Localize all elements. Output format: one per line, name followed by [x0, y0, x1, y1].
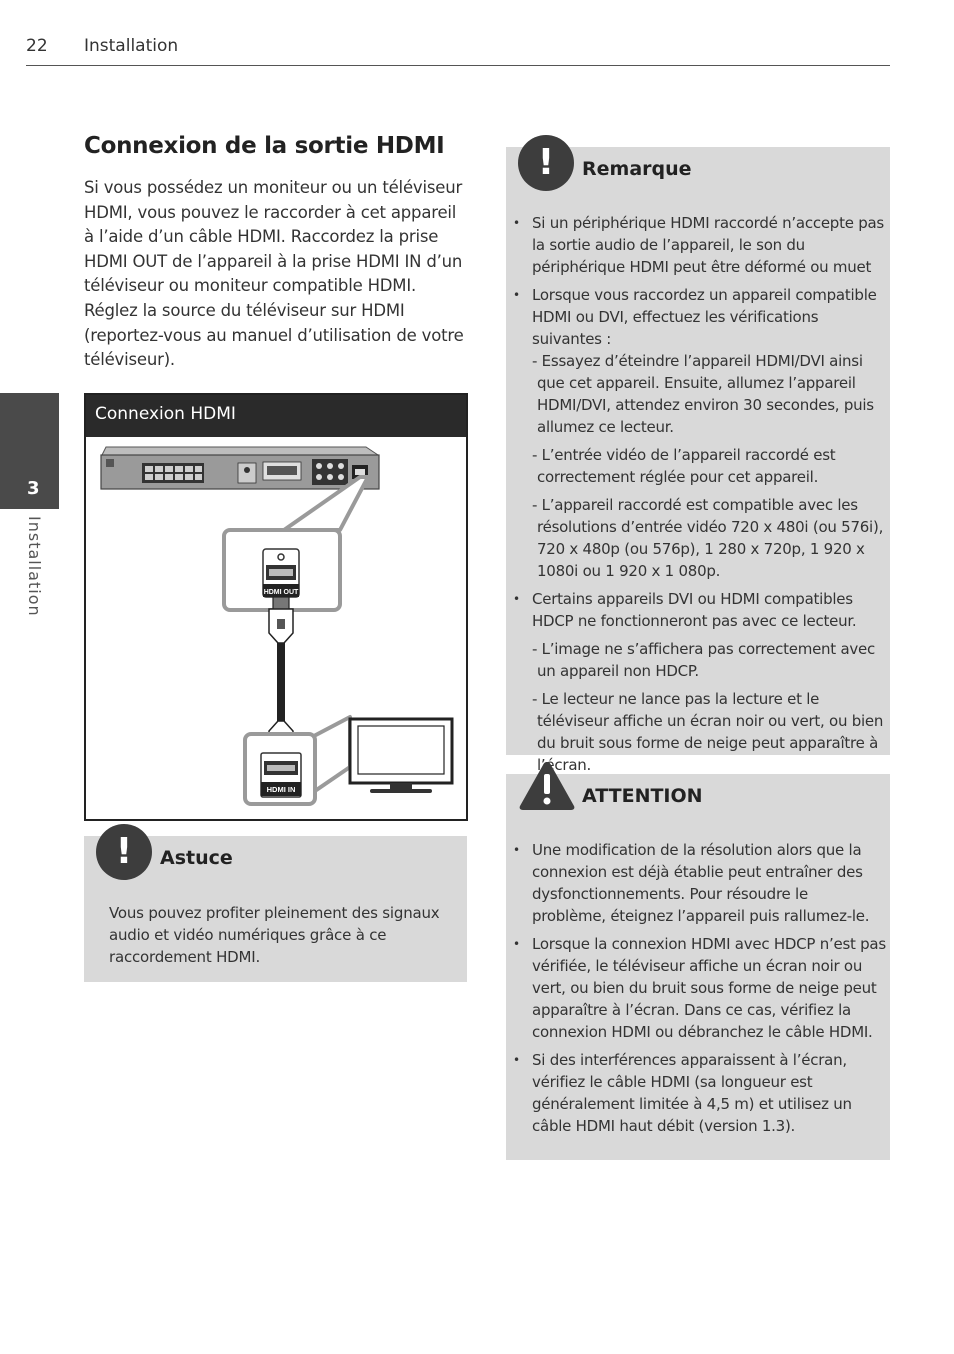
hdmi-in-port: [261, 753, 301, 797]
list-item-text: Si un périphérique HDMI raccordé n’accepte pas la sortie audio de l’appareil, le son du périphérique HDMI peut être déformé ou muet: [532, 214, 884, 276]
attention-list: [506, 839, 890, 1143]
list-subitem: - Le lecteur ne lance pas la lecture et le téléviseur affiche un écran noir ou vert, ou bien du bruit sous forme de neige peut apparaître à l’écran.: [532, 690, 884, 774]
chapter-label: Installation: [25, 516, 44, 617]
list-item-text: Lorsque la connexion HDMI avec HDCP n’est pas vérifiée, le téléviseur affiche un écran noir ou vert, ou bien du bruit sous forme de neige peut apparaître à l’écran. Dans ce cas, vérifiez la connexion HDMI ou débranchez le câble HDMI.: [532, 935, 886, 1041]
chapter-number: 3: [27, 478, 40, 499]
remarque-title: Remarque: [582, 158, 692, 180]
hdmi-diagram: [84, 393, 468, 821]
hdmi-out-port: [263, 549, 299, 597]
remarque-list: [506, 212, 890, 782]
tip-box: [84, 831, 467, 982]
list-subitem: - L’appareil raccordé est compatible avec les résolutions d’entrée vidéo 720 x 480i (ou 576i), 720 x 480p (ou 576p), 1 280 x 720p, 1 920 x 1080i ou 1 920 x 1 080p.: [532, 496, 884, 580]
list-item-text: Lorsque vous raccordez un appareil compatible HDMI ou DVI, effectuez les vérifications suivantes :: [532, 286, 877, 348]
attention-box: [506, 774, 890, 1160]
page-header: [26, 36, 890, 66]
exclamation-icon: !: [518, 135, 574, 191]
list-item-text: Certains appareils DVI ou HDMI compatibles HDCP ne fonctionneront pas avec ce lecteur.: [532, 590, 857, 630]
warning-triangle-icon: [518, 760, 576, 812]
list-item: [506, 933, 890, 1043]
exclamation-icon: !: [96, 824, 152, 880]
list-item: [506, 588, 890, 776]
section-title: Connexion de la sortie HDMI: [84, 133, 445, 159]
list-item-text: Si des interférences apparaissent à l’écran, vérifiez le câble HDMI (sa longueur est généralement limitée à 4,5 m) et utilisez un câble HDMI haut débit (version 1.3).: [532, 1051, 852, 1135]
tip-title: Astuce: [160, 847, 233, 869]
list-subitem: - Essayez d’éteindre l’appareil HDMI/DVI ainsi que cet appareil. Ensuite, allumez l’appareil HDMI/DVI, attendez environ 30 secondes, puis allumez ce lecteur.: [532, 352, 874, 436]
tip-text: Vous pouvez profiter pleinement des signaux audio et vidéo numériques grâce à ce raccordement HDMI.: [109, 904, 440, 966]
connection-illustration: [86, 437, 466, 819]
remarque-box: [506, 142, 890, 774]
list-item: [506, 212, 890, 278]
list-item: [506, 284, 890, 582]
list-subitem: - L’entrée vidéo de l’appareil raccordé est correctement réglée pour cet appareil.: [532, 446, 836, 486]
diagram-title: Connexion HDMI: [86, 395, 466, 437]
list-item-text: Une modification de la résolution alors que la connexion est déjà établie peut entraîner des dysfonctionnements. Pour résoudre le problème, éteignez l’appareil puis rallumez-le.: [532, 841, 870, 925]
intro-paragraph: Si vous possédez un moniteur ou un téléviseur HDMI, vous pouvez le raccorder à cet appareil à l’aide d’un câble HDMI. Raccordez la prise HDMI OUT de l’appareil à la prise HDMI IN d’un téléviseur ou moniteur compatible HDMI. Réglez la source du téléviseur sur HDMI (reportez-vous au manuel d’utilisation de votre téléviseur).: [84, 178, 464, 370]
tv-icon: [350, 719, 452, 793]
header-title: Installation: [84, 36, 179, 56]
hdmi-out-label: HDMI OUT: [263, 589, 299, 596]
list-item: [506, 1049, 890, 1137]
player-back-panel: [101, 447, 379, 489]
list-item: [506, 839, 890, 927]
list-subitem: - L’image ne s’affichera pas correctement avec un appareil non HDCP.: [532, 640, 875, 680]
main-section: [84, 130, 468, 373]
attention-title: ATTENTION: [582, 785, 703, 807]
hdmi-in-label: HDMI IN: [266, 785, 296, 794]
page-number: 22: [26, 36, 48, 56]
